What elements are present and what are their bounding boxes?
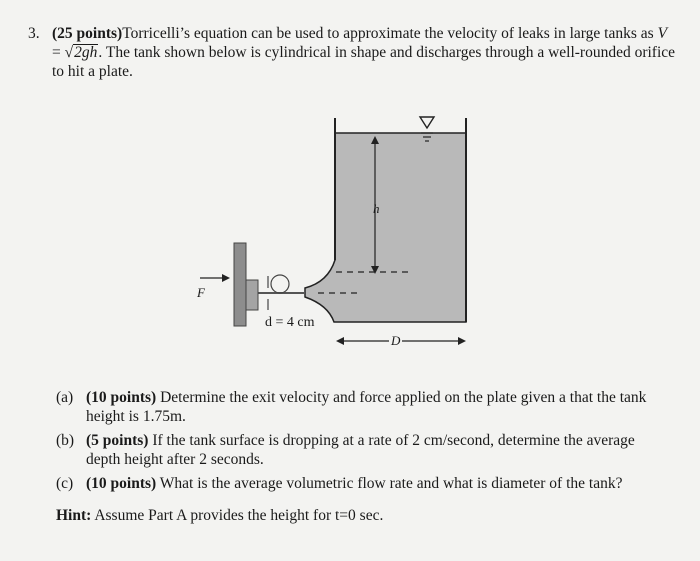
tank-water [305, 133, 466, 322]
part-c-points: (10 points) [86, 475, 157, 492]
part-a-text: Determine the exit velocity and force applied on the plate given a that the tank height is 1.75m. [86, 389, 647, 425]
part-b-points: (5 points) [86, 432, 149, 449]
force-arrowhead-icon [222, 274, 230, 282]
problem-number: 3. [28, 25, 40, 42]
equation-equals: = [52, 44, 65, 61]
part-b [56, 431, 666, 469]
part-a [56, 388, 666, 426]
problem-statement [28, 24, 678, 81]
tank-diagram [170, 100, 500, 360]
hint [56, 506, 666, 525]
part-c-text: What is the average volumetric flow rate and what is diameter of the tank? [156, 475, 623, 492]
part-c [56, 474, 666, 493]
label-h: h [373, 201, 380, 216]
hint-label: Hint: [56, 507, 92, 524]
equation-root: 2gh [74, 44, 98, 61]
problem-intro-2: . The tank shown below is cylindrical in shape and discharges through a well-rounded orifice to hit a plate. [52, 44, 676, 80]
part-b-label: (b) [56, 432, 75, 449]
problem-points: (25 points) [52, 25, 123, 42]
question-parts [56, 388, 666, 525]
tank-figure [170, 100, 500, 360]
free-surface-triangle-icon [420, 117, 434, 128]
part-b-text: If the tank surface is dropping at a rate of 2 cm/second, determine the average depth height after 2 seconds. [86, 432, 635, 468]
impact-plate [234, 243, 246, 326]
label-F: F [197, 285, 205, 300]
part-a-points: (10 points) [86, 389, 157, 406]
label-D: D [391, 333, 401, 348]
D-arrow-right-icon [458, 337, 466, 345]
part-c-label: (c) [56, 475, 74, 492]
equation-lhs: V [657, 25, 668, 42]
problem-intro-1: Torricelli’s equation can be used to approximate the velocity of leaks in large tanks as [122, 25, 658, 42]
label-d: d = 4 cm [265, 315, 315, 330]
problem-body [52, 24, 678, 81]
hint-text: Assume Part A provides the height for t=0 sec. [91, 507, 384, 524]
D-arrow-left-icon [336, 337, 344, 345]
sqrt-symbol: √ [64, 44, 74, 61]
plate-support [246, 280, 258, 310]
orifice-circle [271, 275, 289, 293]
part-a-label: (a) [56, 389, 74, 406]
